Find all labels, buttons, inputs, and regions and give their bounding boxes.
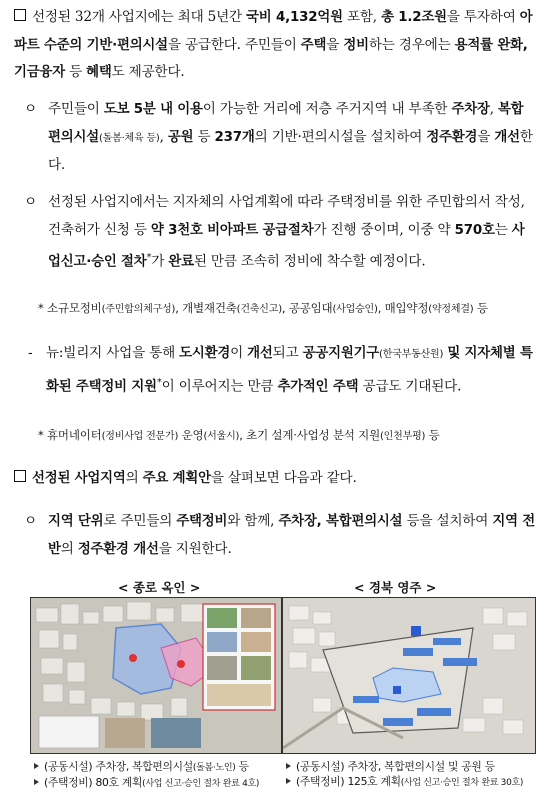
circle-bullet: ㅇ bbox=[24, 194, 37, 210]
figure-caption-yeongju: (공동시설) 주차장, 복합편의시설 및 공원 등 (주택정비) 125호 계획(사업 신고·승인 절차 완료 30호) bbox=[286, 760, 536, 790]
triangle-bullet-icon bbox=[34, 779, 39, 785]
figure-title-jongno: < 종로 옥인 > bbox=[118, 580, 201, 595]
triangle-bullet-icon bbox=[34, 763, 39, 769]
circle-bullet: ㅇ bbox=[24, 101, 37, 117]
site-plan-image-jongno bbox=[30, 597, 282, 754]
square-bullet-icon bbox=[14, 9, 26, 21]
dash-bullet: - bbox=[28, 345, 33, 361]
paragraph-supply: ㅇ 선정된 사업지에서는 지자체의 사업계획에 따라 주택정비를 위한 주민합의서 작성, 건축허가 신청 등 약 3천호 비아파트 공급절차가 진행 중이며, 이중 약 570호는 사업신고·승인 절차*가 완료된 만큼 조속히 정비에 착수할 예정이다. bbox=[28, 189, 536, 276]
footnote-procedures: * 소규모정비(주민합의체구성), 개별재건축(건축신고), 공공임대(사업승인), 매입약정(약정체결) 등 bbox=[38, 301, 488, 315]
paragraph-additional-supply: - 뉴:빌리지 사업을 통해 도시환경이 개선되고 공공지원기구(한국부동산원) 및 지자체별 특화된 주택정비 지원*이 이루어지는 만큼 추가적인 주택 공급도 기대된다. bbox=[28, 340, 536, 401]
footnote-support: * 휴머네이터(정비사업 전문가) 운영(서울시), 초기 설계·사업성 분석 지원(인천부평) 등 bbox=[38, 428, 440, 442]
paragraph-plans-intro: 선정된 사업지역의 주요 계획안을 살펴보면 다음과 같다. bbox=[14, 465, 536, 493]
figure-caption-jongno: (공동시설) 주차장, 복합편의시설(돌봄·노인) 등 (주택정비) 80호 계획(사업 신고·승인 절차 완료 4호) bbox=[34, 760, 284, 791]
paragraph-investment: 선정된 32개 사업지에는 최대 5년간 국비 4,132억원 포함, 총 1.2조원을 투자하여 아파트 수준의 기반·편의시설을 공급한다. 주민들이 주택을 정비하는 경우에는 용적률 완화, 기금융자 등 혜택도 제공한다. bbox=[14, 9, 533, 80]
paragraph-facilities: ㅇ 주민들이 도보 5분 내 이용이 가능한 거리에 저층 주거지역 내 부족한 주차장, 복합편의시설(돌봄·체육 등), 공원 등 237개의 기반·편의시설을 설치하여 정주환경을 개선한다. bbox=[28, 96, 536, 180]
aerial-map-illustration bbox=[283, 598, 535, 753]
square-bullet-icon bbox=[14, 470, 26, 482]
aerial-city-illustration bbox=[31, 598, 281, 753]
circle-bullet: ㅇ bbox=[24, 513, 37, 529]
figure-title-yeongju: < 경북 영주 > bbox=[354, 580, 437, 595]
site-plan-image-yeongju bbox=[282, 597, 536, 754]
triangle-bullet-icon bbox=[286, 763, 291, 769]
paragraph-regional: ㅇ 지역 단위로 주민들의 주택정비와 함께, 주차장, 복합편의시설 등을 설치하여 지역 전반의 정주환경 개선을 지원한다. bbox=[28, 508, 536, 563]
triangle-bullet-icon bbox=[286, 778, 291, 784]
